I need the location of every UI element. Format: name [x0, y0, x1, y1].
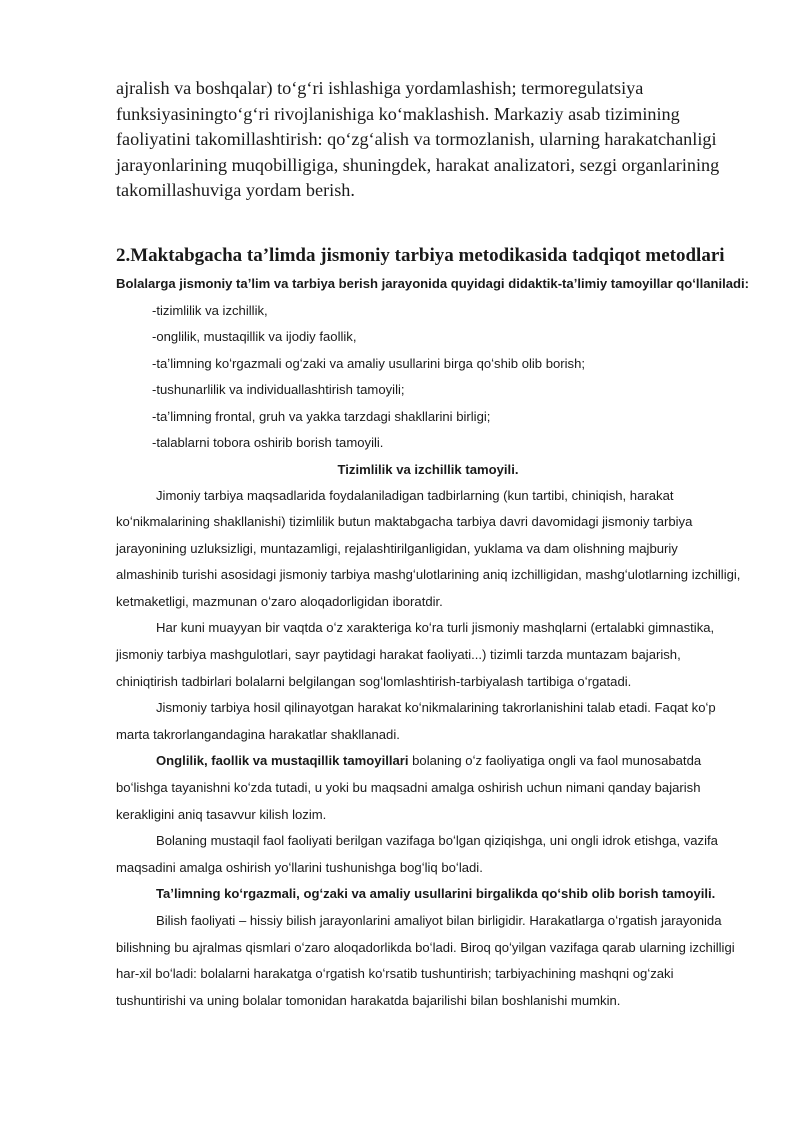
principles-list	[116, 298, 740, 457]
list-item: -taʼlimning koʻrgazmali ogʻzaki va amaliy usullarini birga qoʻshib olib borish;	[152, 355, 586, 371]
subheading-methods: Taʼlimning koʻrgazmali, ogʻzaki va amaliy usullarini birgalikda qoʻshib olib borish tamoyili.	[156, 886, 716, 902]
paragraph-rest: bolaning oʻz faoliyatiga ongli va faol munosabatda boʻlishga tayanishni koʻzda tutadi, u yoki bu maqsadni amalga oshirish uchun nimani qanday bajarish kerakligini aniq tasavvur kilish lozim.	[116, 753, 702, 822]
paragraph: Jimoniy tarbiya maqsadlarida foydalaniladigan tadbirlarning (kun tartibi, chiniqish, harakat koʻnikmalarining shakllanishi) tizimlilik butun maktabgacha tarbiya davri davomidagi jismoniy tarbiya jarayonining uzluksizligi, muntazamligi, rejalashtirilganligidan, yuklama va dam olishning majburiy almashinib turishi asosidagi jismoniy tarbiya mashgʻulotlarining aniq izchilligidan, mashgʻulotlarning izchilligi, ketmaketligi, mazmunan oʻzaro aloqadorligidan iboratdir.	[116, 487, 741, 609]
intro-paragraph: ajralish va boshqalar) to‘g‘ri ishlashiga yordamlashish; termoregulatsiya funksiyasiningto‘g‘ri rivojlanishiga ko‘maklashish. Markaziy asab tizimining faoliyatini takomillashtirish: qo‘zg‘alish va tormozlanish, ularning harakatchanligi jarayonlarining muqobilligiga, shuningdek, harakat analizatori, sezgi organlarining takomillashuviga yordam berish.	[116, 78, 720, 200]
paragraph: Bilish faoliyati – hissiy bilish jarayonlarini amaliyot bilan birligidir. Harakatlarga oʻrgatish jarayonida bilishning bu ajralmas qismlari oʻzaro aloqadorlikda boʻladi. Biroq qoʻyilgan vazifaga qarab ularning izchilligi har-xil boʻladi: bolalarni harakatga oʻrgatish koʻrsatib tushuntirish; tarbiyachining mashqni ogʻzaki tushuntirishi va uning bolalar tomonidan harakatda bajarilishi bilan boshlanishi mumkin.	[116, 913, 735, 1008]
paragraph: Bolaning mustaqil faol faoliyati berilgan vazifaga boʻlgan qiziqishga, uni ongli idrok etishga, vazifa maqsadini amalga oshirish yoʻllarini tushunishga bogʻliq boʻladi.	[116, 833, 718, 875]
list-item: -talablarni tobora oshirib borish tamoyili.	[152, 435, 384, 450]
lead-sentence: Bolalarga jismoniy taʼlim va tarbiya berish jarayonida quyidagi didaktik-taʼlimiy tamoyillar qoʻllaniladi:	[116, 275, 750, 291]
paragraph: Jismoniy tarbiya hosil qilinayotgan harakat koʻnikmalarining takrorlanishini talab etadi. Faqat koʻp marta takrorlangandagina harakatlar shakllanadi.	[116, 700, 716, 742]
list-item: -tushunarlilik va individuallashtirish tamoyili;	[152, 382, 405, 397]
paragraph	[116, 748, 744, 828]
subheading-systematic: Tizimlilik va izchillik tamoyili.	[337, 461, 519, 477]
paragraph: Har kuni muayyan bir vaqtda oʻz xarakteriga koʻra turli jismoniy mashqlarni (ertalabki gimnastika, jismoniy tarbiya mashgulotlari, sayr paytidagi harakat faoliyati...) tizimli tarzda muntazam bajarish, chiniqtirish tadbirlari bolalarni belgilangan sogʻlomlashtirish-tarbiyalash tartibiga oʻrgatadi.	[116, 620, 715, 689]
inline-bold-term: Onglilik, faollik va mustaqillik tamoyillari	[156, 753, 409, 769]
list-item: -onglilik, mustaqillik va ijodiy faollik,	[152, 329, 357, 344]
list-item: -tizimlilik va izchillik,	[152, 302, 268, 318]
list-item: -taʼlimning frontal, gruh va yakka tarzdagi shakllarini birligi;	[152, 408, 491, 424]
section-heading: 2.Maktabgacha ta’limda jismoniy tarbiya metodikasida tadqiqot metodlari	[116, 244, 725, 266]
